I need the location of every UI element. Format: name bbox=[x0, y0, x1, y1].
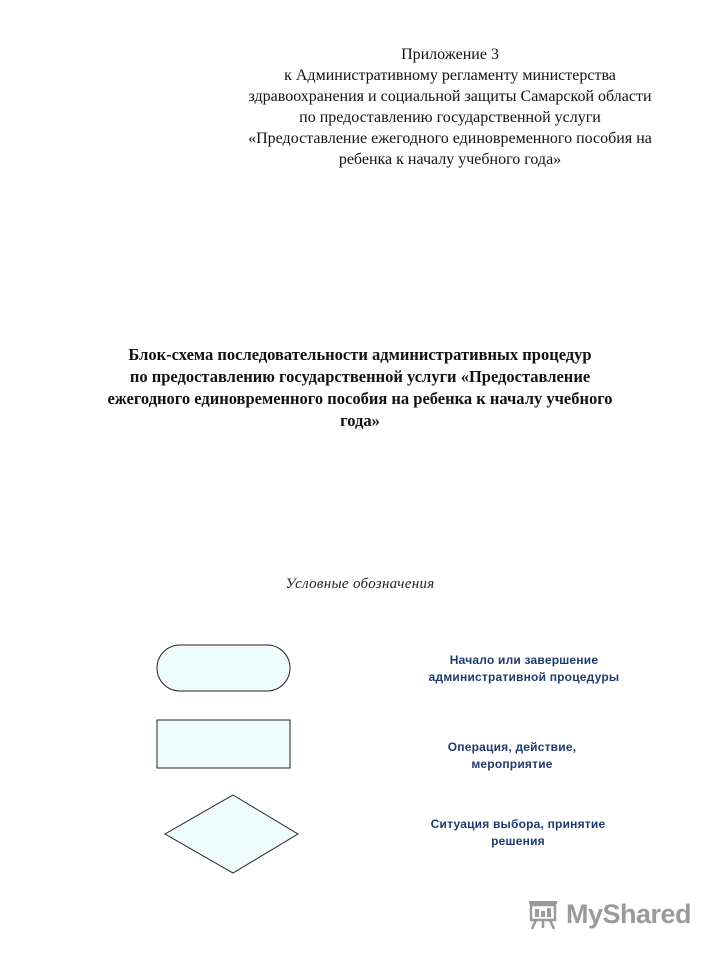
appendix-line: по предоставлению государственной услуги bbox=[299, 109, 601, 126]
title-line: Блок-схема последовательности административных процедур bbox=[128, 345, 592, 364]
legend-label-line: Ситуация выбора, принятие bbox=[430, 817, 606, 831]
title-line: ежегодного единовременного пособия на ребенка к началу учебного bbox=[107, 389, 613, 408]
appendix-line: ребенка к началу учебного года» bbox=[338, 151, 562, 168]
legend-label-line: решения bbox=[491, 834, 545, 848]
appendix-line: к Административному регламенту министерства bbox=[284, 67, 616, 84]
presentation-board-icon bbox=[526, 897, 560, 931]
legend-heading: Условные обозначения bbox=[285, 576, 435, 592]
decision-shape bbox=[165, 795, 298, 873]
legend-label-line: административной процедуры bbox=[428, 670, 620, 684]
title-line: по предоставлению государственной услуги «Предоставление bbox=[129, 367, 591, 386]
appendix-line: «Предоставление ежегодного единовременного пособия на bbox=[248, 130, 652, 147]
title-line: года» bbox=[340, 411, 380, 430]
legend-label-line: Начало или завершение bbox=[449, 653, 599, 667]
legend-label-line: Операция, действие, bbox=[447, 740, 577, 754]
process-shape bbox=[157, 720, 290, 768]
legend-label-decision bbox=[388, 816, 648, 850]
legend-label-terminator bbox=[394, 652, 654, 686]
terminator-shape bbox=[157, 645, 290, 691]
appendix-line: Приложение 3 bbox=[401, 46, 499, 63]
legend-label-process bbox=[382, 739, 642, 773]
legend-label-line: мероприятие bbox=[471, 757, 553, 771]
watermark bbox=[526, 892, 696, 936]
appendix-line: здравоохранения и социальной защиты Самарской области bbox=[248, 88, 652, 105]
watermark-text: MyShared bbox=[566, 898, 692, 929]
